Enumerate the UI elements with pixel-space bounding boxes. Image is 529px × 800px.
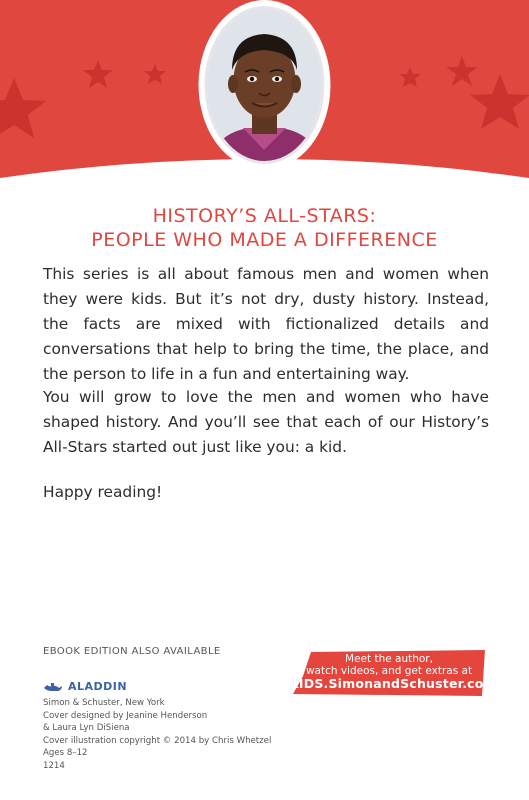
header-banner bbox=[0, 0, 529, 190]
series-heading-line-2: PEOPLE WHO MADE A DIFFERENCE bbox=[91, 229, 438, 251]
publisher-name: ALADDIN bbox=[68, 680, 128, 693]
promo-website-link[interactable]: KIDS.SimonandSchuster.com bbox=[289, 676, 497, 691]
credits-block bbox=[43, 697, 271, 773]
credit-line: & Laura Lyn DiSiena bbox=[43, 723, 130, 734]
credit-line: Cover designed by Jeanine Henderson bbox=[43, 710, 208, 721]
closing-line: Happy reading! bbox=[43, 483, 163, 501]
promo-badge bbox=[289, 650, 497, 696]
credit-line: Simon & Schuster, New York bbox=[43, 698, 165, 708]
promo-line-2: watch videos, and get extras at bbox=[305, 665, 473, 677]
series-heading-line-1: HISTORY’S ALL-STARS: bbox=[152, 205, 377, 227]
credit-line: 1214 bbox=[43, 760, 65, 771]
description-paragraph-2: You will grow to love the men and women who have shaped history. And you’ll see that each of our History’s All-Stars started out just like you: a kid. bbox=[43, 388, 489, 456]
promo-line-1: Meet the author, bbox=[345, 653, 433, 665]
credit-line: Cover illustration copyright © 2014 by Chris Whetzel bbox=[43, 735, 272, 746]
description-paragraph-1: This series is all about famous men and women when they were kids. But it’s not dry, dusty history. Instead, the facts are mixed with fictionalized details and conversations that help to bring the time, the place, and the person to life in a fun and entertaining way. bbox=[43, 265, 489, 383]
credit-line: Ages 8–12 bbox=[43, 748, 88, 759]
publisher-logo bbox=[43, 680, 127, 693]
lamp-icon bbox=[43, 681, 63, 693]
ebook-notice: EBOOK EDITION ALSO AVAILABLE bbox=[43, 646, 221, 657]
